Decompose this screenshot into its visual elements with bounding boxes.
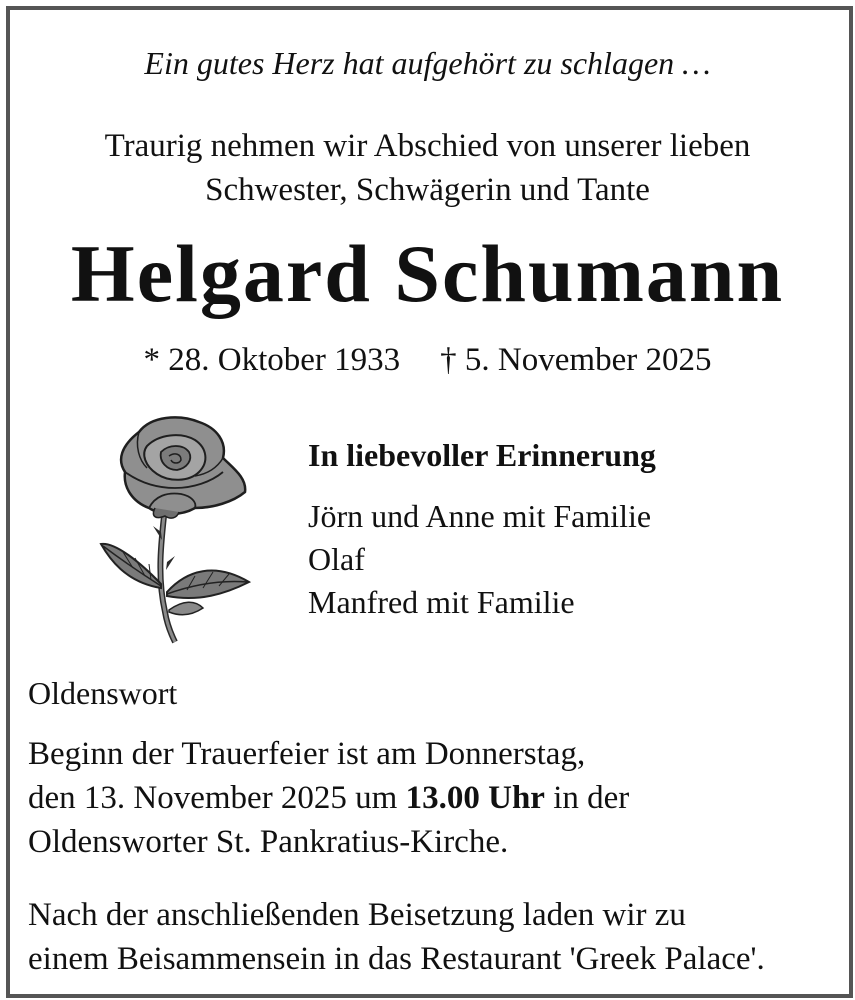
service-announcement [28,732,629,864]
service-line-2 [28,776,629,820]
service-line-3: Oldensworter St. Pankratius-Kirche. [28,824,509,860]
service-line-1: Beginn der Trauerfeier ist am Donnerstag, [28,736,586,772]
service-date-text: den 13. November 2025 um [28,780,406,816]
birth-date: * 28. Oktober 1933 [143,342,401,378]
intro-text [0,124,855,212]
death-date: † 5. November 2025 [440,342,712,378]
mourner-line: Olaf [308,541,365,577]
motto: Ein gutes Herz hat aufgehört zu schlagen … [144,45,711,81]
life-dates [0,342,855,379]
intro-line-2: Schwester, Schwägerin und Tante [205,172,650,208]
reception-line-2: einem Beisammensein in das Restaurant 'Greek Palace'. [28,941,765,977]
reception-invitation [28,893,765,981]
intro-line-1: Traurig nehmen wir Abschied von unserer lieben [104,128,751,164]
mourner-line: Manfred mit Familie [308,584,575,620]
place-name: Oldenswort [28,675,178,711]
reception-line-1: Nach der anschließenden Beisetzung laden wir zu [28,897,686,933]
service-line-2-end: in der [544,780,630,816]
mourner-line: Jörn und Anne mit Familie [308,498,652,534]
remembrance-heading: In liebevoller Erinnerung [308,437,656,473]
rose-icon [95,412,255,644]
service-time: 13.00 Uhr [405,780,545,816]
deceased-name: Helgard Schumann [70,228,785,319]
